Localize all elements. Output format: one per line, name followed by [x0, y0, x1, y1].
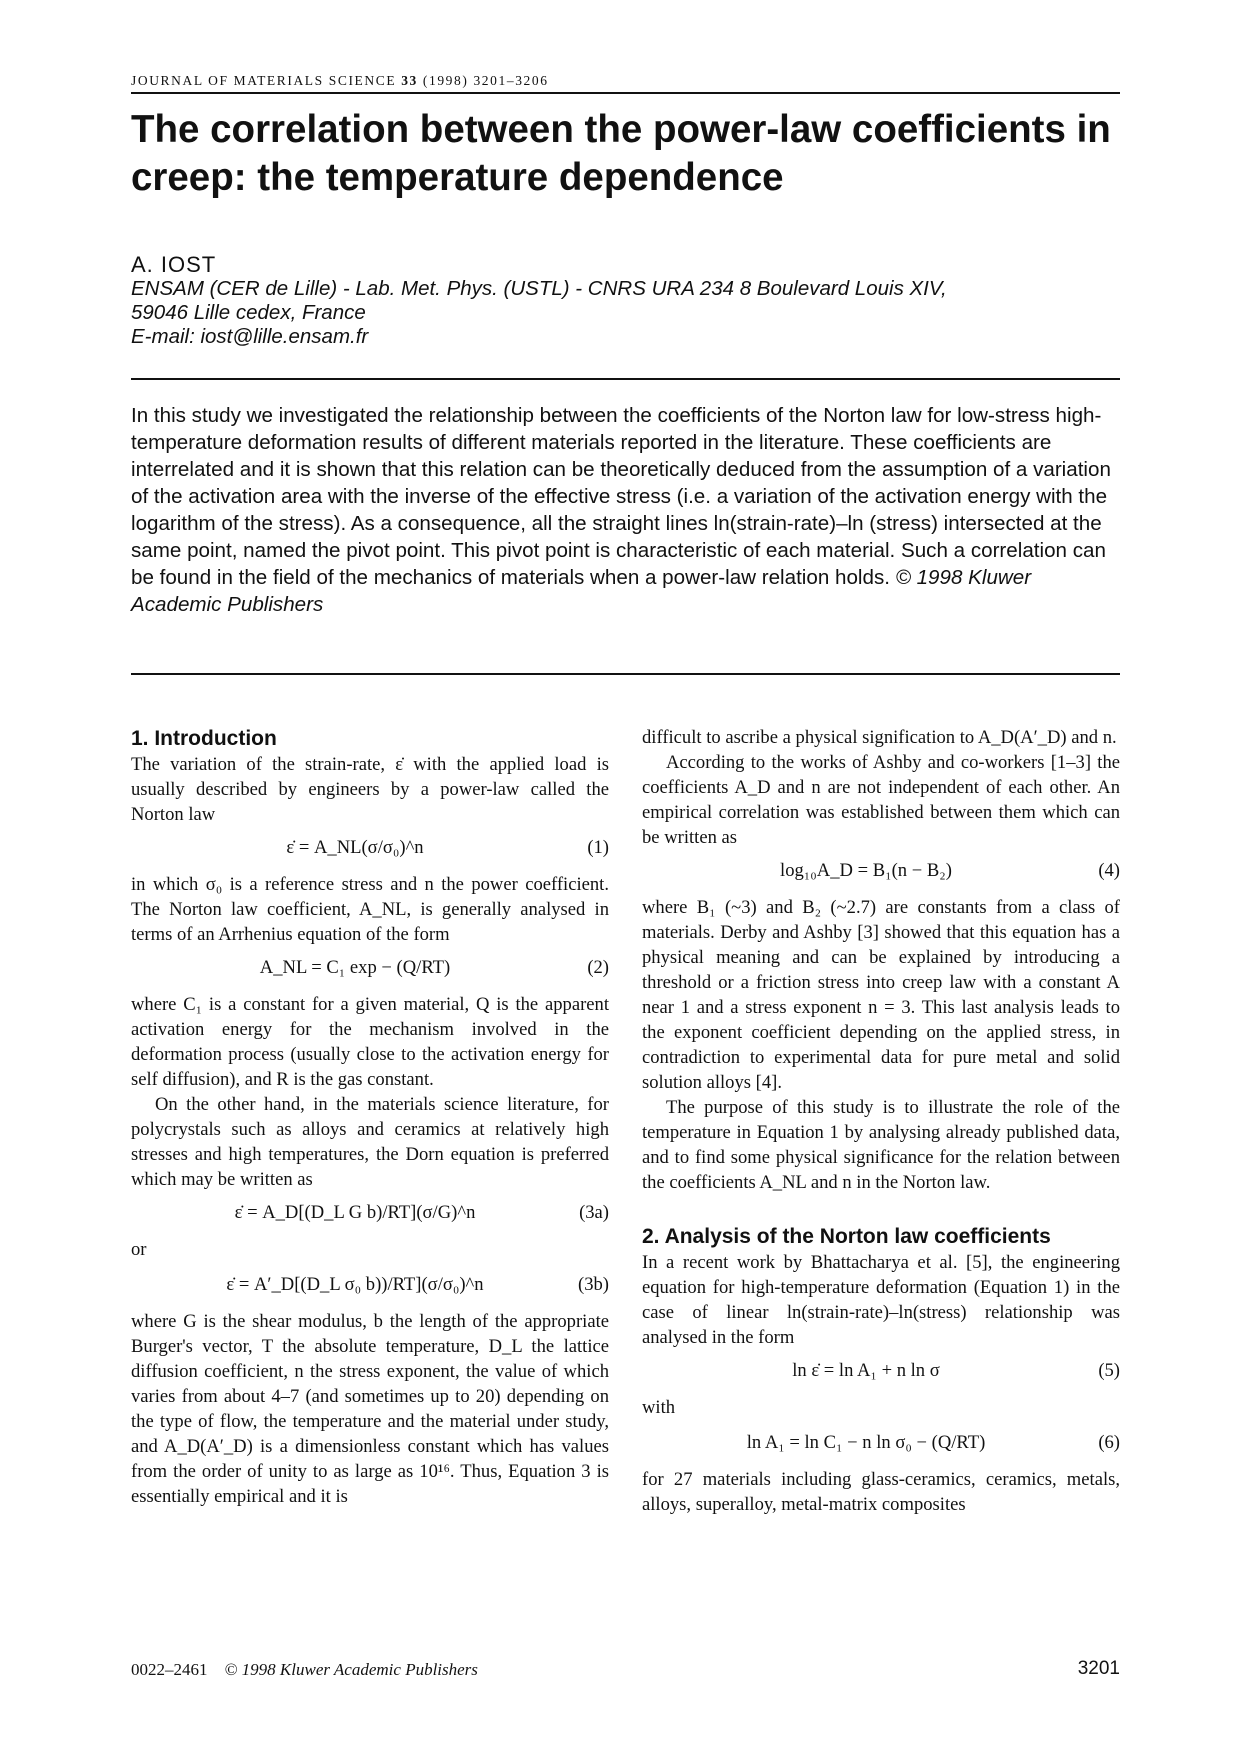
section-heading-introduction: 1. Introduction [131, 727, 277, 750]
abstract-rule-top [131, 378, 1120, 380]
equation-1-body: ε̇ = A_NL(σ/σ₀)^n [286, 837, 424, 858]
with-connector: with [642, 1397, 676, 1418]
page-number: 3201 [1077, 1658, 1120, 1679]
right-paragraph-4: The purpose of this study is to illustrate the role of the temperature in Equation 1 by analysing already published data, and to find some physical significance for the relation between the coefficients A_NL and n in the Norton law. [642, 1097, 1120, 1193]
footer-left [131, 1660, 478, 1680]
journal-name: JOURNAL OF MATERIALS SCIENCE [131, 73, 397, 88]
equation-4 [642, 858, 1120, 883]
equation-1 [131, 835, 609, 860]
equation-3b-number: (3b) [578, 1274, 609, 1295]
or-connector: or [131, 1239, 147, 1260]
journal-header [131, 73, 1120, 89]
right-paragraph-2: According to the works of Ashby and co-workers [1–3] the coefficients A_D and n are not independent of each other. An empirical correlation was established between them which can be written as [642, 752, 1120, 848]
abstract-copyright: © 1998 Kluwer Academic Publishers [131, 566, 1032, 616]
footer-issn: 0022–2461 [131, 1660, 208, 1679]
right-paragraph-1: difficult to ascribe a physical signification to A_D(A′_D) and n. [642, 727, 1117, 748]
equation-1-number: (1) [587, 837, 609, 858]
right-paragraph-3: where B₁ (~3) and B₂ (~2.7) are constants from a class of materials. Derby and Ashby [3] showed that this equation has a physical meaning and can be explained by introducing a threshold or a friction stress into creep law with a constant A near 1 and a stress exponent n = 3. This last analysis leads to the exponent coefficient depending on the applied stress, in contradiction to experimental data for pure metal and solid solution alloys [4]. [642, 897, 1120, 1093]
equation-3a-body: ε̇ = A_D[(D_L G b)/RT](σ/G)^n [234, 1202, 476, 1223]
equation-5-body: ln ε̇ = ln A₁ + n ln σ [792, 1360, 940, 1381]
author-affiliation [131, 277, 1120, 349]
journal-year-pages: (1998) 3201–3206 [422, 73, 549, 88]
left-paragraph-4: On the other hand, in the materials science literature, for polycrystals such as alloys and ceramics at relatively high stresses and high temperatures, the Dorn equation is preferred which may be written as [131, 1094, 609, 1190]
abstract [131, 402, 1120, 618]
equation-3b-body: ε̇ = A′_D[(D_L σ₀ b))/RT](σ/σ₀)^n [226, 1274, 484, 1295]
paper-title: The correlation between the power-law coefficients in creep: the temperature dependence [131, 108, 1111, 199]
left-column [131, 725, 609, 1509]
abstract-text: In this study we investigated the relationship between the coefficients of the Norton law for low-stress high-temperature deformation results of different materials reported in the literature. These coefficients are interrelated and it is shown that this relation can be theoretically deduced from the assumption of a variation of the activation area with the inverse of the effective stress (i.e. a variation of the activation energy with the logarithm of the stress). As a consequence, all the straight lines ln(strain-rate)–ln (stress) intersected at the same point, named the pivot point. This pivot point is characteristic of each material. Such a correlation can be found in the field of the mechanics of materials when a power-law relation holds. [131, 404, 1111, 589]
equation-5 [642, 1358, 1120, 1383]
author-name: A. IOST [131, 252, 217, 277]
right-paragraph-6: for 27 materials including glass-ceramics, ceramics, metals, alloys, superalloy, metal-matrix composites [642, 1469, 1120, 1515]
equation-6 [642, 1430, 1120, 1455]
header-rule [131, 92, 1120, 94]
equation-4-body: log₁₀A_D = B₁(n − B₂) [780, 860, 952, 881]
equation-6-body: ln A₁ = ln C₁ − n ln σ₀ − (Q/RT) [746, 1432, 986, 1453]
equation-3a-number: (3a) [579, 1202, 609, 1223]
section-heading-analysis: 2. Analysis of the Norton law coefficients [642, 1225, 1051, 1248]
left-paragraph-2: in which σ₀ is a reference stress and n the power coefficient. The Norton law coefficient, A_NL, is generally analysed in terms of an Arrhenius equation of the form [131, 874, 609, 945]
affiliation-line-2: 59046 Lille cedex, France [131, 301, 366, 324]
equation-2-body: A_NL = C₁ exp − (Q/RT) [259, 957, 451, 978]
equation-2 [131, 955, 609, 980]
abstract-rule-bottom [131, 673, 1120, 675]
equation-6-number: (6) [1098, 1432, 1120, 1453]
journal-volume: 33 [401, 73, 418, 88]
equation-4-number: (4) [1098, 860, 1120, 881]
equation-5-number: (5) [1098, 1360, 1120, 1381]
left-paragraph-1: The variation of the strain-rate, ε̇ with the applied load is usually described by engineers by a power-law called the Norton law [131, 754, 609, 825]
equation-3b [131, 1272, 609, 1297]
author-email: E-mail: iost@lille.ensam.fr [131, 325, 369, 348]
equation-3a [131, 1200, 609, 1225]
affiliation-line-1: ENSAM (CER de Lille) - Lab. Met. Phys. (USTL) - CNRS URA 234 8 Boulevard Louis XIV, [131, 277, 947, 300]
footer-copyright: © 1998 Kluwer Academic Publishers [224, 1660, 478, 1679]
right-column [642, 725, 1120, 1517]
left-paragraph-5: where G is the shear modulus, b the length of the appropriate Burger's vector, T the absolute temperature, D_L the lattice diffusion coefficient, n the stress exponent, the value of which varies from about 4–7 (and sometimes up to 20) depending on the type of flow, the temperature and the material under study, and A_D(A′_D) is a dimensionless constant which has values from the order of unity to as large as 10¹⁶. Thus, Equation 3 is essentially empirical and it is [131, 1311, 609, 1507]
equation-2-number: (2) [587, 957, 609, 978]
right-paragraph-5: In a recent work by Bhattacharya et al. [5], the engineering equation for high-temperature deformation (Equation 1) in the case of linear ln(strain-rate)–ln(stress) relationship was analysed in the form [642, 1252, 1120, 1348]
section-spacer [642, 1195, 1120, 1223]
left-paragraph-3: where C₁ is a constant for a given material, Q is the apparent activation energy for the mechanism involved in the deformation process (usually close to the activation energy for self diffusion), and R is the gas constant. [131, 994, 609, 1090]
